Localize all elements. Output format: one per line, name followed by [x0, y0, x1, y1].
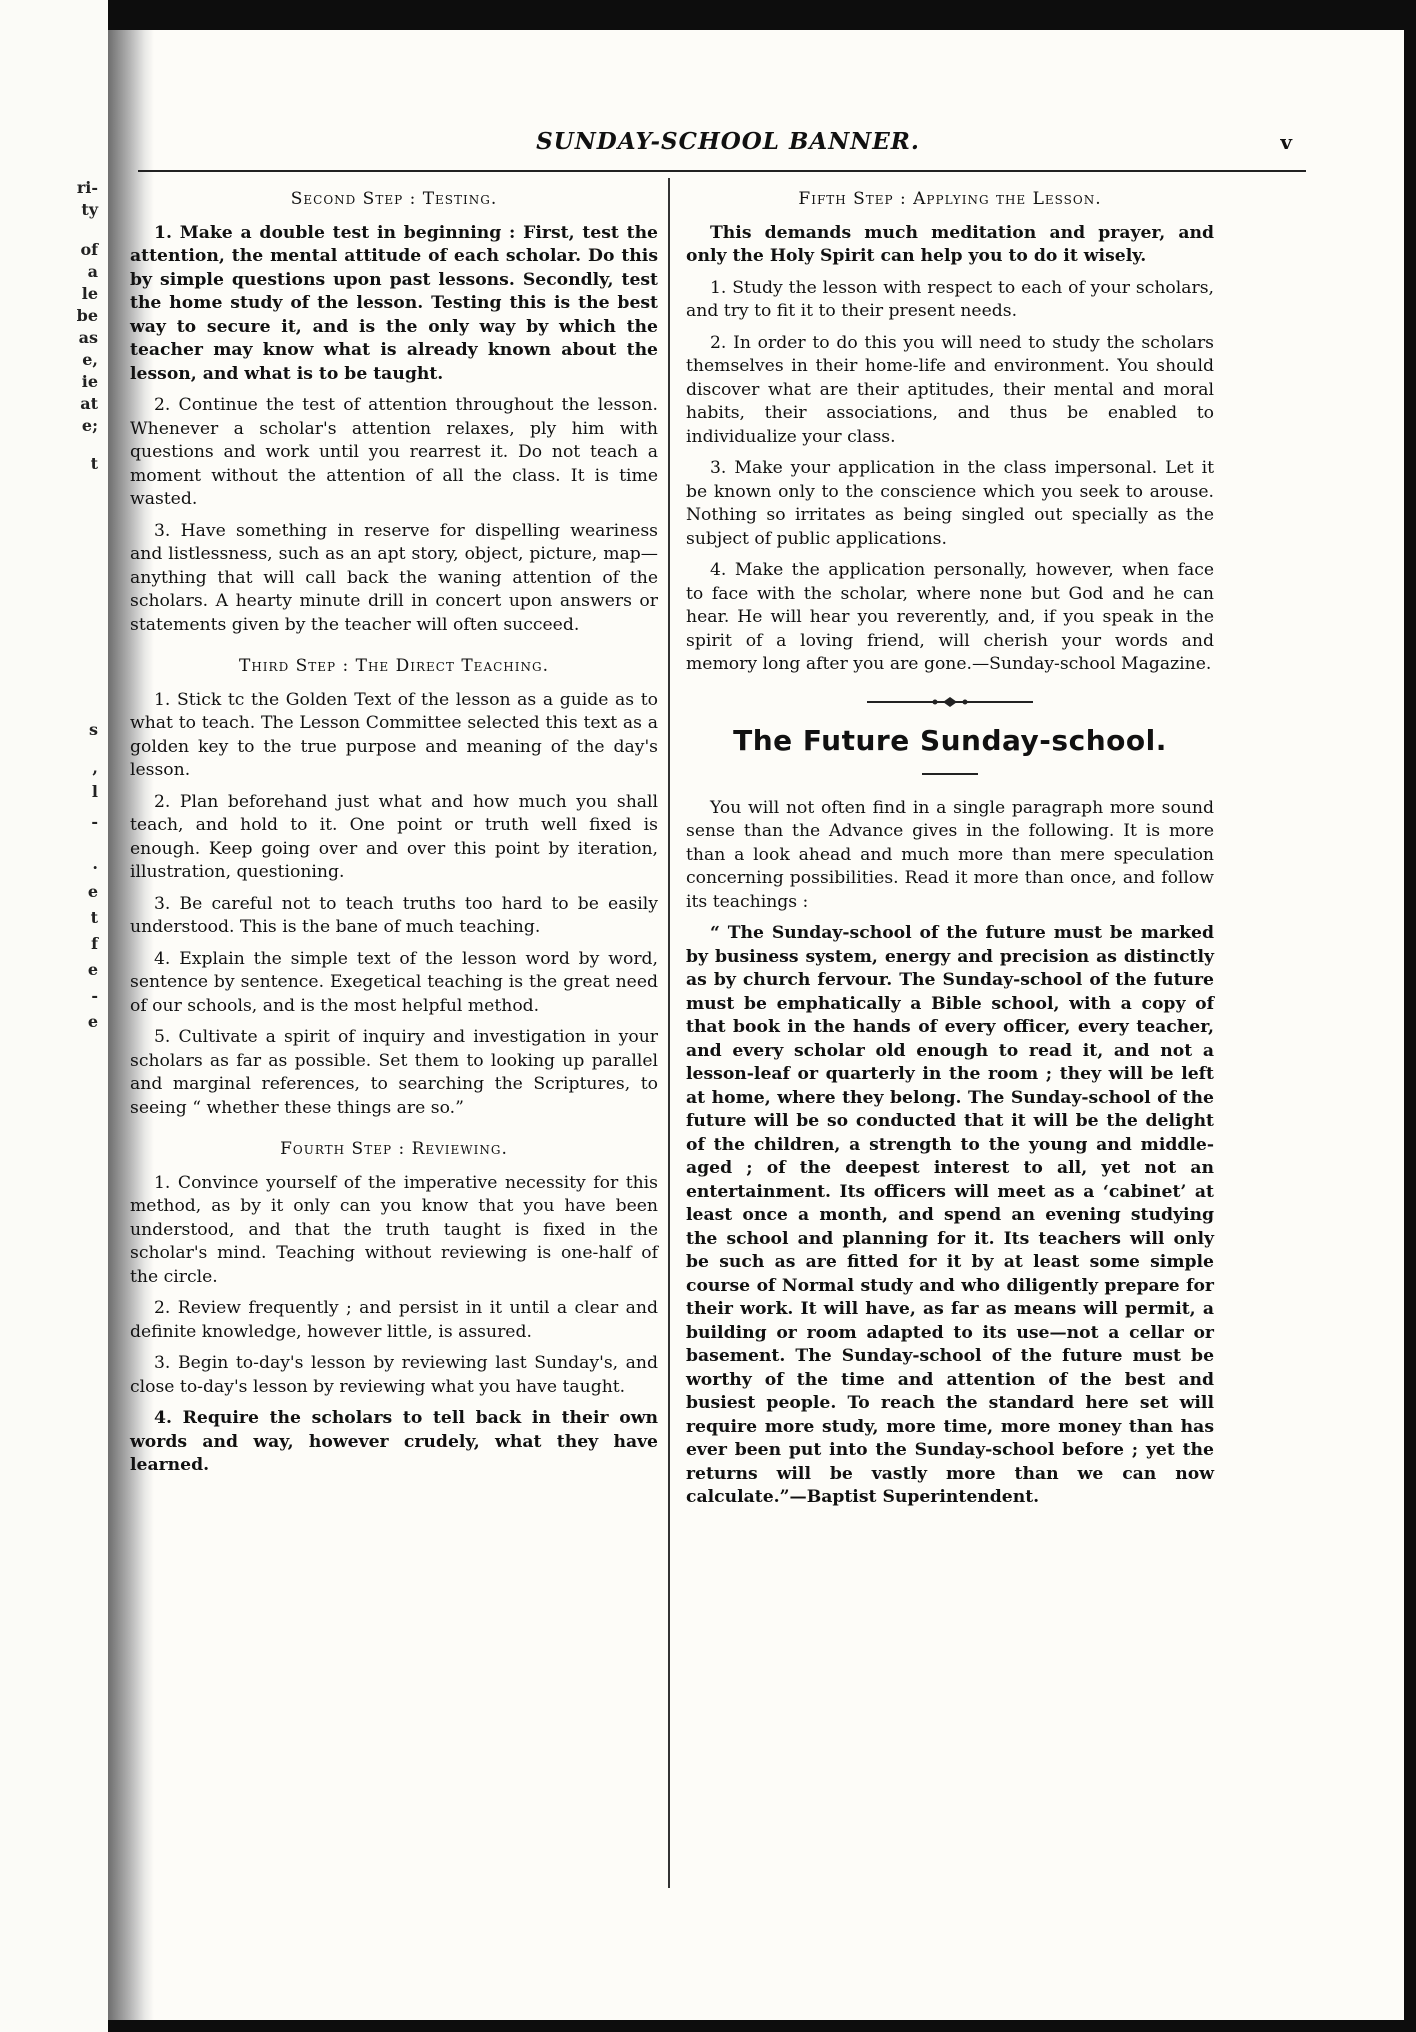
paragraph: 3. Be careful not to teach truths too hard to be easily understood. This is the bane of much teaching. [130, 893, 658, 937]
periodical-title: SUNDAY-SCHOOL BANNER. [536, 128, 920, 155]
margin-fragment: . [92, 854, 98, 873]
page-number: v [1280, 130, 1292, 154]
section-heading-second-step: Second Step : Testing. [290, 189, 498, 209]
margin-fragment: e [87, 960, 98, 979]
margin-fragment: ri- [76, 178, 98, 197]
margin-fragment: f [91, 934, 98, 953]
margin-fragment: at [80, 394, 98, 413]
margin-fragment: l [91, 782, 98, 801]
title-rule [922, 773, 978, 775]
paragraph: You will not often find in a single paragraph more sound sense than the Advance gives in the following. It is more than a look ahead and much more than mere speculation concerning possibilities. Read it more than once, and follow its teachings : [686, 797, 1214, 912]
margin-fragment: - [91, 986, 98, 1005]
adjacent-page-margin [0, 0, 108, 2032]
paragraph: 4. Require the scholars to tell back in their own words and way, however crudely, what they have learned. [130, 1408, 658, 1475]
margin-fragment: , [92, 758, 98, 777]
header-rule [138, 170, 1306, 172]
margin-fragment: e, [82, 350, 98, 369]
paragraph: This demands much meditation and prayer, and only the Holy Spirit can help you to do it wisely. [686, 222, 1214, 266]
paragraph: “ The Sunday-school of the future must be marked by business system, energy and precision as distinctly as by church fervour. The Sunday-school of the future must be emphatically a Bible school, with a copy of that book in the hands of every officer, every teacher, and every scholar old enough to read it, and not a lesson-leaf or quarterly in the room ; they will be left at home, where they belong. The Sunday-school of the future will be so conducted that it will be the delight of the children, a strength to the young and middle-aged ; of the deepest interest to all, yet not an entertainment. Its officers will meet as a ‘cabinet’ at least once a month, and spend an evening studying the school and planning for it. Its teachers will only be such as are fitted for it by at least some simple course of Normal study and who diligently prepare for their work. It will have, as far as means will permit, a building or room adapted to its use—not a cellar or basement. The Sunday-school of the future must be worthy of the time and attention of the best and busiest people. To reach the standard here set will require more study, more time, more money than has ever been put into the Sunday-school before ; yet the returns will be vastly more than we can now calculate.”—Baptist Superintendent. [686, 923, 1214, 1507]
paragraph: 1. Make a double test in beginning : First, test the attention, the mental attitude of each scholar. Do this by simple questions upon past lessons. Secondly, test the home study of the lesson. Testing this is the best way to secure it, and is the only way by which the teacher may know what is already known about the lesson, and what is to be taught. [130, 222, 658, 384]
margin-fragment: - [91, 812, 98, 831]
margin-fragment: le [81, 284, 98, 303]
paragraph: 1. Convince yourself of the imperative necessity for this method, as by it only can you know that you have been understood, and that the truth taught is fixed in the scholar's mind. Teaching without reviewing is one-half of the circle. [130, 1172, 658, 1287]
margin-fragment: be [76, 306, 98, 325]
paragraph: 3. Have something in reserve for dispelling weariness and listlessness, such as an apt story, object, picture, map—anything that will call back the waning attention of the scholars. A hearty minute drill in concert upon answers or statements given by the teacher will often succeed. [130, 520, 658, 635]
right-column [686, 182, 1214, 1518]
paragraph: 2. Review frequently ; and persist in it until a clear and definite knowledge, however little, is assured. [130, 1298, 658, 1342]
article-title: The Future Sunday-school. [733, 723, 1167, 757]
ornamental-separator [865, 695, 1035, 709]
paragraph: 2. In order to do this you will need to study the scholars themselves in their home-life and environment. You should discover what are their aptitudes, their mental and moral habits, their associations, and thus be enabled to individualize your class. [686, 332, 1214, 447]
section-heading-fifth-step: Fifth Step : Applying the Lesson. [798, 189, 1102, 209]
section-heading-fourth-step: Fourth Step : Reviewing. [280, 1139, 508, 1159]
paragraph: 2. Continue the test of attention throughout the lesson. Whenever a scholar's attention relaxes, ply him with questions and work until you rearrest it. Do not teach a moment without the attention of all the class. It is time wasted. [130, 395, 658, 509]
margin-fragment: a [87, 262, 98, 281]
running-header [138, 122, 1306, 162]
margin-fragment: of [80, 240, 98, 259]
margin-fragment: as [78, 328, 98, 347]
paragraph: 1. Stick tc the Golden Text of the lesson as a guide as to what to teach. The Lesson Committee selected this text as a golden key to the true purpose and meaning of the day's lesson. [130, 689, 658, 780]
paragraph: 2. Plan beforehand just what and how much you shall teach, and hold to it. One point or truth well fixed is enough. Keep going over and over this point by iteration, illustration, questioning. [130, 791, 658, 882]
margin-fragment: e; [81, 416, 98, 435]
column-divider [668, 178, 670, 1888]
margin-fragment: ty [81, 200, 98, 219]
left-column [130, 182, 658, 1486]
margin-fragment: e [87, 1012, 98, 1031]
margin-fragment: ie [81, 372, 98, 391]
paragraph: 3. Begin to-day's lesson by reviewing last Sunday's, and close to-day's lesson by reviewing what you have taught. [130, 1353, 658, 1397]
paragraph: 1. Study the lesson with respect to each of your scholars, and try to fit it to their present needs. [686, 277, 1214, 321]
margin-fragment: s [88, 720, 98, 739]
paragraph: 4. Make the application personally, however, when face to face with the scholar, where none but God and he can hear. He will hear you reverently, and, if you speak in the spirit of a loving friend, will cherish your words and memory long after you are gone.—Sunday-school Magazine. [686, 560, 1214, 674]
paragraph: 5. Cultivate a spirit of inquiry and investigation in your scholars as far as possible. Set them to looking up parallel and marginal references, to searching the Scriptures, to seeing “ whether these things are so.” [130, 1027, 658, 1118]
margin-fragment: e [87, 882, 98, 901]
paragraph: 4. Explain the simple text of the lesson word by word, sentence by sentence. Exegetical teaching is the great need of our schools, and is the most helpful method. [130, 948, 658, 1016]
margin-fragment: t [90, 454, 98, 473]
section-heading-third-step: Third Step : The Direct Teaching. [239, 656, 549, 676]
margin-fragment: t [90, 908, 98, 927]
paragraph: 3. Make your application in the class impersonal. Let it be known only to the conscience which you seek to arouse. Nothing so irritates as being singled out specially as the subject of public applications. [686, 458, 1214, 549]
